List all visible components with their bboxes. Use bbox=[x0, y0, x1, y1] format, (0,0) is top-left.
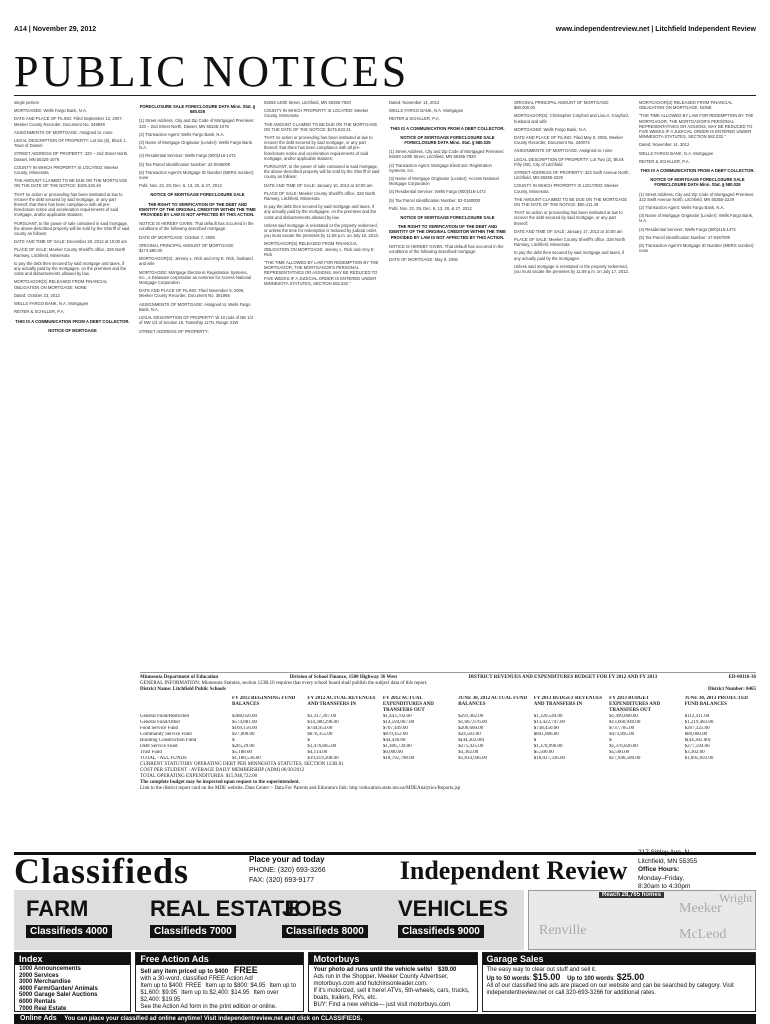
price-tier: Item over $2,400: $19.95 bbox=[140, 990, 279, 1003]
notice-column-2 bbox=[139, 100, 256, 672]
category-farm[interactable] bbox=[20, 894, 118, 946]
budget-cell: $473,895.00 bbox=[609, 732, 635, 737]
budget-fund-name: TOTAL - ALL FUNDS bbox=[140, 756, 187, 761]
page-info: A14 | November 29, 2012 bbox=[14, 26, 97, 33]
index-item[interactable]: 7000 Real Estate bbox=[19, 1005, 67, 1012]
notice-paragraph: THAT no action or proceeding has been instituted at law to recover the debt secured by said mortgage, or any part thereof; that there has been compliance with all pre-foreclosure notice and acceleration requirements of said mortgage, and/or applicable statutes; bbox=[264, 135, 373, 161]
budget-cell: $18,792,798.00 bbox=[382, 756, 415, 761]
garage-option-2-price: $25.00 bbox=[616, 972, 645, 982]
index-item[interactable]: 1000 Announcements bbox=[19, 966, 81, 972]
notice-paragraph: "THE TIME ALLOWED BY LAW FOR REDEMPTION BY THE MORTGAGOR, THE MORTGAGOR'S PERSONAL REPRESENTATIVES OR ASSIGNS, MAY BE REDUCED TO FIVE WEEKS IF A JUDICIAL ORDER IS ENTERED UNDER MINNESOTA STATUTES, SECTION 582.032." bbox=[639, 113, 754, 140]
notice-paragraph: REITER & SCHILLER, P.A. bbox=[639, 158, 690, 164]
budget-cell: $1,378,996.00 bbox=[533, 744, 563, 749]
map-town-wright: Wright bbox=[719, 891, 753, 905]
motorbuys-headline: Your photo ad runs until the vehicle sells! bbox=[313, 967, 433, 973]
notice-paragraph: Publ. Nov. 22, 29, Dec. 6, 13, 20, & 27, 2012 bbox=[389, 205, 472, 211]
notice-paragraph: (4) Residential Servicer: Wells Fargo (800)416-1472 bbox=[139, 153, 236, 159]
notice-column-3 bbox=[264, 100, 381, 672]
notice-paragraph: PLACE OF SALE: Meeker County Sheriff's office, 326 North Ramsey, Litchfield, Minnesota bbox=[14, 247, 126, 258]
notice-paragraph: FORECLOSURE SALE FORECLOSURE DATA Minn. Stat. § 580.025 bbox=[139, 104, 256, 115]
budget-cell: $205,29.00 bbox=[232, 744, 255, 749]
budget-cell: $841,086.00 bbox=[533, 732, 559, 737]
notice-paragraph: DATE AND TIME OF SALE: January 17, 2013 at 10:00 am bbox=[514, 228, 623, 234]
category-vehicles-number: Classifieds 9000 bbox=[398, 925, 484, 938]
budget-cell: $1,895,693.00 bbox=[684, 756, 714, 761]
budget-table bbox=[140, 696, 756, 762]
notice-paragraph: DATE AND PLACE OF FILING: Filed November 5, 2009, Meeker County Recorder, Document No. 361965 bbox=[139, 288, 245, 299]
budget-column-header: FY 2012 ACTUAL REVENUES AND TRANSFERS IN bbox=[307, 696, 376, 707]
budget-cell: $169,156.00 bbox=[232, 726, 257, 731]
notice-paragraph: (5) Tax Parcel Identification Number: 22-0046000 bbox=[139, 161, 231, 167]
budget-cell: $14,380,298.00 bbox=[307, 720, 339, 725]
classifieds-wordmark: Classifieds bbox=[14, 850, 190, 891]
budget-cell: $13,422,747.00 bbox=[533, 720, 565, 725]
budget-fund-name: Community Service Fund bbox=[140, 732, 192, 737]
office-hours-label: Office Hours: bbox=[638, 866, 680, 874]
notice-paragraph: LEGAL DESCRIPTION OF PROPERTY: Lot Two (2), Block Fifty (50), City of Litchfield bbox=[514, 156, 624, 167]
notice-paragraph: (6) Transaction Agent's Mortgage ID Number (MERS number): none bbox=[639, 243, 755, 254]
statutory-debt: CURRENT STATUTORY OPERATING DEBT PER MINNESOTA STATUTES, SECTION 123B.81 bbox=[140, 762, 344, 767]
office-hours-days: Monday–Friday, bbox=[638, 874, 685, 882]
notice-paragraph: (3) Name of Mortgage Originator (Lender): Access National Mortgage Corporation bbox=[389, 176, 499, 187]
index-item[interactable]: 5000 Garage Sale/ Auctions bbox=[19, 992, 98, 999]
budget-column-header: FY 2012 BEGINNING FUND BALANCES bbox=[232, 696, 296, 707]
budget-cell: $744,953.00 bbox=[307, 726, 333, 731]
budget-cell: $17,946,589.00 bbox=[609, 756, 641, 761]
budget-cell: $4,114.00 bbox=[307, 750, 328, 755]
address-line-1: 217 Sibley Ave. N. bbox=[638, 849, 691, 857]
budget-cell: $1,376,826.00 bbox=[609, 744, 638, 749]
coverage-map bbox=[528, 890, 756, 950]
online-ads-bar[interactable] bbox=[14, 1014, 756, 1024]
notice-paragraph: (5) Tax Parcel Identification Number: 02-0160000 bbox=[389, 197, 481, 203]
notice-paragraph: DATE AND PLACE OF FILING: Filed September 12, 2007, Meeker County Recorder, Document No. 349929 bbox=[14, 116, 123, 127]
notice-paragraph: NOTICE OF MORTGAGE FORECLOSURE SALE bbox=[400, 215, 495, 221]
notice-column-4 bbox=[389, 100, 506, 672]
garage-sales-title: Garage Sales bbox=[483, 953, 755, 965]
notice-paragraph: PURSUANT, to the power of sale contained in said mortgage, the above-described property will be sold by the Sheriff of said county as follows: bbox=[264, 164, 380, 180]
map-town-mcleod: McLeod bbox=[679, 927, 727, 942]
budget-column-header: FY 2013 BUDGET REVENUES AND TRANSFERS IN bbox=[533, 696, 603, 707]
notice-paragraph: to pay the debt then secured by said mortgage and taxes, if any actually paid by the mortgagee, on the premises and the costs and disbursements allowed by law. bbox=[264, 204, 377, 220]
paper-logo: Independent Review bbox=[399, 855, 628, 885]
index-item[interactable]: 6000 Rentals bbox=[19, 998, 56, 1005]
notice-paragraph: DATE AND TIME OF SALE: January 10, 2013 at 10:00 am bbox=[264, 182, 373, 188]
budget-fund-name: Building Construction Fund bbox=[140, 738, 197, 743]
notice-paragraph: REITER & SCHILLER, P.A. bbox=[14, 309, 65, 315]
budget-cell: $3,302.00 bbox=[684, 750, 705, 755]
budget-cell: $277,594.00 bbox=[684, 744, 710, 749]
notice-paragraph: Unless said mortgage is reinstated or the property redeemed, you must vacate the premises by 11:59 p.m. on July 17, 2013. bbox=[514, 263, 629, 275]
budget-cell: $6,000.00 bbox=[382, 750, 403, 755]
budget-agency: Minnesota Department of Education bbox=[140, 675, 219, 680]
budget-cell: $13,660,940.00 bbox=[609, 720, 641, 725]
place-ad-label: Place your ad today bbox=[249, 855, 325, 864]
budget-fund-name: Food Service Fund bbox=[140, 726, 179, 731]
classified-footer-note: All of our classified line ads are placed on our website and can be searched by category. Visit independentreview.net or call 320-693-3266 for additional rates. bbox=[486, 983, 734, 996]
motorbuys-buy[interactable]: BUY: Find a new vehicle— just visit motorbuys.com bbox=[313, 1002, 451, 1008]
budget-cell: $737,785.00 bbox=[609, 726, 635, 731]
budget-cell: $206,660.00 bbox=[458, 726, 484, 731]
notice-paragraph: THAT no action or proceeding has been instituted at law to recover the debt secured by said mortgage, or any part thereof; that there has been compliance with all pre-foreclosure notice and acceleration requirements of said mortgage, and/or applicable statutes; bbox=[14, 191, 123, 218]
notice-paragraph: MORTGAGOR(S): Jeremy L. Rick and Amy E. Rick, husband and wife bbox=[139, 256, 253, 267]
notice-paragraph: DATE OF MORTGAGE: May 8, 2006 bbox=[389, 257, 458, 263]
index-item[interactable]: 2000 Services bbox=[19, 972, 59, 979]
notice-paragraph: (4) Residential Servicer: Wells Fargo (800)416-1472 bbox=[639, 226, 736, 232]
budget-cell: $738,450.00 bbox=[533, 726, 559, 731]
free-ads-title: Free Action Ads bbox=[136, 953, 303, 965]
budget-cell: $1,499,800.00 bbox=[609, 714, 638, 719]
notice-paragraph: DATE AND PLACE OF FILING: Filed May 9, 2006, Meeker County Recorder, Document No. 340073 bbox=[514, 135, 624, 146]
notice-paragraph: NOTICE OF MORTGAGE FORECLOSURE SALE FORECLOSURE DATA Minn. Stat. § 580.025 bbox=[400, 134, 495, 146]
notice-paragraph: THIS IS A COMMUNICATION FROM A DEBT COLLECTOR. bbox=[15, 318, 130, 324]
notice-paragraph: DATE AND TIME OF SALE: December 20, 2012 at 10:00 am bbox=[14, 239, 127, 245]
fax-number: FAX: (320) 693-9177 bbox=[249, 877, 314, 884]
budget-form: ED-00110-36 bbox=[728, 675, 756, 680]
cost-per-student: COST PER STUDENT - AVERAGE DAILY MEMBERSHIP (ADM) 06/30/2012 bbox=[140, 768, 305, 773]
notice-column-1 bbox=[14, 100, 131, 672]
budget-cell: $5,500.00 bbox=[533, 750, 554, 755]
notice-paragraph: (4) Residential Servicer: Wells Fargo (800)416-1472 bbox=[389, 189, 486, 195]
notice-paragraph: LEGAL DESCRIPTION OF PROPERTY: W 10 rods of NE 1/4 of NW 1/4 of Section 18, Township 117N, Range 31W bbox=[139, 315, 254, 326]
total-operating: TOTAL OPERATING EXPENDITURES: $15,948,722.00 bbox=[140, 774, 258, 779]
notice-paragraph: Dated: November 14, 2012 bbox=[639, 142, 690, 148]
notice-paragraph: ASSIGNMENTS OF MORTGAGE: Assigned to: none bbox=[14, 129, 113, 135]
budget-cell: $1,320,549.00 bbox=[533, 714, 563, 719]
notice-paragraph: Publ. Nov. 22, 29, Dec. 6, 13, 20, & 27, 2012 bbox=[139, 183, 222, 189]
budget-cell: $ bbox=[609, 738, 612, 743]
notice-paragraph: to pay the debt then secured by said mortgage and taxes, if any actually paid by the mortgagee. bbox=[514, 250, 625, 261]
budget-cell: $707,449.00 bbox=[382, 726, 408, 731]
budget-column-header bbox=[140, 696, 228, 714]
notice-paragraph: COUNTY IN WHICH PROPERTY IS LOCATED: Meeker County, Minnesota bbox=[14, 164, 119, 176]
budget-cell: $(44,302.00) bbox=[684, 738, 711, 743]
budget-cell: $275,425.00 bbox=[458, 744, 484, 749]
classifieds-contact bbox=[239, 855, 389, 886]
notice-paragraph: (2) Transaction Agent: Mortgage Electronic Registration Systems, Inc. bbox=[389, 162, 492, 173]
notice-paragraph: ASSIGNMENTS OF MORTGAGE: Assigned to: Wells Fargo Bank, N.A. bbox=[139, 301, 251, 312]
notice-paragraph: THE RIGHT TO VERIFICATION OF THE DEBT AND IDENTITY OF THE ORIGINAL CREDITOR WITHIN THE TIME PROVIDED BY LAW IS NOT AFFECTED BY THIS ACTION. bbox=[389, 224, 506, 240]
budget-fund-name: Trust Fund bbox=[140, 750, 162, 755]
index-item[interactable]: 4000 Farm/Garden/ Animals bbox=[19, 985, 98, 992]
category-farm-label: FARM bbox=[26, 896, 89, 921]
budget-cell: $1,188,536.00 bbox=[232, 756, 261, 761]
notice-paragraph: COUNTY IN WHICH PROPERTY IS LOCATED: Meeker County, Minnesota bbox=[264, 108, 369, 119]
price-tier: Item up to $400: FREE bbox=[140, 983, 202, 989]
address-line-2: Litchfield, MN 55355 bbox=[638, 857, 698, 865]
budget-cell: $14,594,067.00 bbox=[382, 720, 415, 725]
budget-cell: $112,411.00 bbox=[684, 714, 710, 719]
notice-paragraph: THAT no action or proceeding has been instituted at law to recover the debt secured by said mortgage, or any part thereof; bbox=[514, 210, 623, 226]
notice-paragraph: THE AMOUNT CLAIMED TO BE DUE ON THE MORTGAGE ON THE DATE OF THE NOTICE: $60,411.49 bbox=[514, 196, 628, 208]
reach-label: Reach 28,765 homes bbox=[599, 892, 664, 898]
budget-cell: $1,219,483.00 bbox=[684, 720, 714, 725]
motorbuys-box bbox=[308, 952, 477, 1012]
garage-option-1-price: $15.00 bbox=[532, 972, 561, 982]
notice-paragraph: MORTGAGOR(S) RELEASED FROM FINANCIAL OBLIGATION ON MORTGAGE: NONE bbox=[14, 279, 108, 290]
notice-paragraph: (3) Name of Mortgage Originator (Lender): Wells Fargo Bank, N.A. bbox=[139, 140, 253, 151]
price-tier: Item up to $2,400: $14.95 bbox=[181, 990, 250, 996]
price-tier: Item up to $1,600: $9.95 bbox=[140, 983, 297, 996]
garage-option-1-label: Up to 50 words bbox=[486, 976, 530, 982]
phone-number[interactable]: PHONE: (320) 693-3266 bbox=[249, 867, 326, 874]
free-ads-note: See the Action Ad form in the print edition or online. bbox=[140, 1004, 277, 1010]
notice-paragraph: ORIGINAL PRINCIPAL AMOUNT OF MORTGAGE: $60,000.00 bbox=[514, 100, 610, 111]
budget-cell: $24,503.00 bbox=[458, 732, 481, 737]
budget-fund-name: Debt Service Fund bbox=[140, 744, 178, 749]
notice-paragraph: MORTGAGEE: Mortgage Electronic Registration Systems, Inc., a Delaware corporation as nominee for Access National Mortgage Corporation bbox=[139, 269, 252, 286]
notice-paragraph: Dated: November 14, 2012 bbox=[389, 100, 440, 105]
budget-district bbox=[140, 687, 756, 693]
budget-column-header: FY 2012 ACTUAL EXPENDITURES AND TRANSFERS OUT bbox=[382, 696, 434, 713]
online-ads-text: You can place your classified ad online anytime! Visit independentreview.net and click on CLASSIFIEDS. bbox=[64, 1016, 363, 1022]
category-jobs[interactable] bbox=[276, 894, 374, 946]
free-ads-prices bbox=[140, 983, 296, 1003]
category-jobs-label: JOBS bbox=[282, 896, 342, 921]
index-title: Index bbox=[15, 953, 130, 965]
notice-paragraph: (1) Street Address, City and Zip Code of Mortgaged Premises: 59259 140th Street, Litchfield, MN 55355-7920 bbox=[389, 149, 505, 160]
notice-paragraph: ASSIGNMENTS OF MORTGAGE: Assigned to: none bbox=[514, 148, 613, 154]
budget-cell: $1,443,702.00 bbox=[382, 714, 412, 719]
price-tier: Item up to $800: $4.95 bbox=[205, 983, 266, 989]
notice-paragraph: WELLS FARGO BANK, N.A. Mortgagee bbox=[389, 108, 464, 114]
notice-paragraph: THE AMOUNT CLAIMED TO BE DUE ON THE MORTGAGE ON THE DATE OF THE NOTICE: $106,240.46 bbox=[14, 178, 128, 189]
notice-paragraph: MORTGAGOR(S) RELEASED FROM FINANCIAL OBLIGATION ON MORTGAGE: NONE bbox=[639, 100, 733, 111]
category-farm-number: Classifieds 4000 bbox=[26, 925, 112, 938]
notice-paragraph: Dated: October 23, 2012 bbox=[14, 292, 60, 298]
budget-column-header: JUNE 30, 2012 ACTUAL FUND BALANCES bbox=[458, 696, 528, 707]
budget-cell: $89,060.00 bbox=[684, 732, 708, 737]
notice-paragraph: LEGAL DESCRIPTION OF PROPERTY: Lot Six (6), Block 1, Town of Dassel bbox=[14, 138, 127, 149]
map-town-renville: Renville bbox=[539, 923, 587, 938]
notice-paragraph: NOTICE OF MORTGAGE FORECLOSURE SALE bbox=[150, 192, 245, 198]
notice-paragraph: THIS IS A COMMUNICATION FROM A DEBT COLLECTOR. bbox=[640, 168, 755, 174]
notice-paragraph: WELLS FARGO BANK, N.A. Mortgagee bbox=[14, 301, 89, 307]
notice-paragraph: (2) Transaction Agent: Wells Fargo Bank, N.A. bbox=[639, 205, 725, 211]
budget-cell: $3,302.00 bbox=[458, 750, 479, 755]
budget-division: Division of School Finance, 1500 Highway 36 West bbox=[289, 675, 398, 680]
budget-note: The complete budget may be inspected upon request to the superintendent. bbox=[140, 780, 300, 785]
notice-paragraph: THE AMOUNT CLAIMED TO BE DUE ON THE MORTGAGE ON THE DATE OF THE NOTICE: $175,623.31 bbox=[264, 121, 378, 132]
budget-fund-name: General Fund/Other bbox=[140, 720, 181, 725]
index-list bbox=[15, 965, 130, 1012]
budget-fund-name: General Fund/Restricted bbox=[140, 714, 190, 719]
notice-paragraph: PURSUANT, to the power of sale contained in said mortgage, the above-described property will be sold by the Sheriff of said county as follows: bbox=[14, 220, 130, 237]
notice-paragraph: (6) Transaction Agent's Mortgage ID Number (MERS number): none bbox=[139, 169, 255, 181]
notice-paragraph: MORTGAGOR(S): Christopher Crayford and Lisa A. Crayford, husband and wife bbox=[514, 113, 629, 124]
district-name: District Name: Litchfield Public Schools bbox=[140, 687, 226, 692]
budget-cell: $1,814,946.00 bbox=[458, 756, 488, 761]
category-vehicles-label: VEHICLES bbox=[398, 896, 509, 921]
garage-sales-text: The easy way to clear out stuff and sell it. bbox=[486, 967, 597, 973]
notice-paragraph: Unless said mortgage is reinstated or the property redeemed, or unless the time for redemption is reduced by judicial order, you must vacate the premises by 11:59 p.m. on July 10, 2013. bbox=[264, 222, 379, 239]
classifieds-header bbox=[14, 849, 756, 891]
notice-paragraph: (5) Tax Parcel Identification Number: 27-0467000 bbox=[639, 234, 731, 240]
garage-sales-body: The easy way to clear out stuff and sell it. Up to 50 words: $15.00 Up to 100 words: $25.00 All of our classified line ads are placed on our website and can be searched by category. Visit independentreview.net or call 320-693-3266 for additional rates. bbox=[486, 967, 734, 996]
motorbuys-price: $39.00 bbox=[438, 967, 457, 973]
budget-notice bbox=[140, 672, 756, 846]
section-title: PUBLIC NOTICES bbox=[14, 47, 410, 96]
budget-info: GENERAL INFORMATION: Minnesota Statutes, section 123B.10 requires that every school board shall publish the subject data of this report. bbox=[140, 681, 428, 686]
budget-cell: $1,317,207.00 bbox=[307, 714, 337, 719]
budget-column-header: FY 2013 BUDGET EXPENDITURES AND TRANSFERS OUT bbox=[609, 696, 661, 713]
motorbuys-title: Motorbuys bbox=[309, 953, 476, 965]
notice-paragraph: NOTICE OF MORTGAGE bbox=[48, 327, 97, 333]
notice-paragraph: DATE OF MORTGAGE: October 7, 2009 bbox=[139, 234, 215, 240]
budget-cell: $879,452.00 bbox=[382, 732, 408, 737]
budget-cell: $18,027,336.00 bbox=[533, 756, 565, 761]
budget-cell: $(44,302.00) bbox=[458, 738, 485, 743]
motorbuys-text: Ads run in the Shopper, Meeker County Advertiser, motorbuys.com and hutchinsonleader.com. bbox=[313, 974, 449, 987]
budget-cell: $288,656.00 bbox=[232, 714, 257, 719]
notice-paragraph: ORIGINAL PRINCIPAL AMOUNT OF MORTGAGE: $174,580.00 bbox=[139, 242, 235, 254]
section-masthead bbox=[14, 47, 756, 96]
garage-sales-box bbox=[482, 952, 756, 1012]
budget-cell: $1,406,739.00 bbox=[382, 744, 412, 749]
budget-cell: $1,067,676.00 bbox=[458, 720, 488, 725]
budget-column-header: JUNE 30, 2013 PROJECTED FUND BALANCES bbox=[684, 696, 748, 707]
notice-paragraph: NOTICE IS HEREBY GIVEN: That default has occurred in the conditions of the following described mortgage: bbox=[389, 243, 504, 255]
category-real-estate-number: Classifieds 7000 bbox=[150, 925, 236, 938]
notice-paragraph: PLACE OF SALE: Meeker County Sheriff's office, 326 North Ramsey, Litchfield, Minnesota bbox=[514, 237, 626, 248]
budget-cell: $ bbox=[232, 738, 235, 743]
notice-paragraph: 59259 140th Street, Litchfield, MN 55355-7920 bbox=[264, 100, 351, 105]
garage-option-2-label: Up to 100 words bbox=[567, 976, 614, 982]
index-box bbox=[14, 952, 131, 1012]
notice-paragraph: (2) Transaction Agent: Wells Fargo Bank, N.A. bbox=[139, 131, 225, 137]
notice-column-6 bbox=[639, 100, 756, 672]
free-label: FREE bbox=[233, 965, 258, 975]
budget-cell: $44,436.00 bbox=[382, 738, 406, 743]
notice-paragraph: MORTGAGEE: Wells Fargo Bank, N.A. bbox=[14, 108, 87, 114]
notice-paragraph: PLACE OF SALE: Meeker County Sheriff's office, 326 North Ramsey, Litchfield, Minnesota bbox=[264, 190, 376, 202]
notice-paragraph: NOTICE IS HEREBY GIVEN: That default has occurred in the conditions of the following described mortgage: bbox=[139, 221, 254, 232]
notice-paragraph: MORTGAGOR(S) RELEASED FROM FINANCIAL OBLIGATION ON MORTGAGE: Jeremy L. Rick and Amy E. Rick bbox=[264, 241, 375, 257]
budget-cell: $207,325.00 bbox=[684, 726, 710, 731]
free-ads-sub: with a 30-word, classified FREE Action Ad! bbox=[140, 976, 254, 982]
budget-cell: $876,355.00 bbox=[307, 732, 333, 737]
notice-paragraph: single person bbox=[14, 100, 39, 105]
map-town-meeker: Meeker bbox=[679, 901, 722, 916]
notice-paragraph: MORTGAGEE: Wells Fargo Bank, N.A. bbox=[514, 126, 587, 132]
page-header bbox=[14, 26, 756, 38]
category-banner bbox=[14, 890, 524, 950]
classified-boxes bbox=[14, 952, 756, 1012]
notice-paragraph: NOTICE OF MORTGAGE FORECLOSURE SALE FORECLOSURE DATA Minn. Stat. § 580.025 bbox=[650, 177, 745, 188]
budget-cell: $1,476,865.00 bbox=[307, 744, 337, 749]
notice-paragraph: STREET ADDRESS OF PROPERTY: 320 – 2nd Street North, Dassel, MN 55325-1076 bbox=[14, 151, 129, 162]
category-real-estate-label: REAL ESTATE bbox=[150, 896, 300, 921]
budget-cell: $27,000.00 bbox=[232, 732, 255, 737]
office-hours-time: 8:30am to 4:30pm bbox=[638, 883, 691, 891]
budget-cell: $574,881.00 bbox=[232, 720, 257, 725]
free-ads-body bbox=[136, 965, 303, 1012]
notice-paragraph: (1) Street Address, City and Zip Code of Mortgaged Premises: 320 – 2nd Street North, Dassel, MN 55325-1076 bbox=[139, 118, 255, 129]
budget-cell: $291,462.00 bbox=[458, 714, 484, 719]
notice-paragraph: STREET ADDRESS OF PROPERTY: 322 Swift Avenue North, Litchfield, MN 55355-2229 bbox=[514, 170, 630, 181]
budget-cell: $19,419,208.00 bbox=[307, 756, 339, 761]
report-card-link[interactable]: Link to the district report card on the MDE website. Data Center > Data For Parents and Educators link: http://education.state.mn.us/MDEAnalytics/Reports.jsp bbox=[140, 786, 461, 791]
notice-paragraph: "THE TIME ALLOWED BY LAW FOR REDEMPTION BY THE MORTGAGOR, THE MORTGAGOR'S PERSONAL REPRESENTATIVES OR ASSIGNS, MAY BE REDUCED TO FIVE WEEKS IF A JUDICIAL ORDER IS ENTERED UNDER MINNESOTA STATUTES, SECTION 582.032." bbox=[264, 260, 379, 286]
motorbuys-body bbox=[309, 965, 476, 1011]
notice-paragraph: (1) Street Address, City and Zip Code of Mortgaged Premises: 322 Swift Avenue North, Litchfield, MN 55355-2229 bbox=[639, 191, 755, 202]
notice-paragraph: COUNTY IN WHICH PROPERTY IS LOCATED: Meeker County, Minnesota bbox=[514, 183, 619, 194]
notice-paragraph: THIS IS A COMMUNICATION FROM A DEBT COLLECTOR. bbox=[390, 125, 505, 131]
free-action-ads-box bbox=[135, 952, 304, 1012]
online-ads-label: Online Ads bbox=[20, 1015, 57, 1022]
notice-column-5 bbox=[514, 100, 631, 672]
budget-title: DISTRICT REVENUES AND EXPENDITURES BUDGET FOR FY 2012 AND FY 2013 bbox=[468, 675, 658, 680]
category-jobs-number: Classifieds 8000 bbox=[282, 925, 368, 938]
index-item[interactable]: 3000 Merchandise bbox=[19, 979, 71, 986]
public-notices bbox=[14, 100, 756, 672]
notice-paragraph: STREET ADDRESS OF PROPERTY: bbox=[139, 328, 209, 334]
budget-cell: $5,188.00 bbox=[232, 750, 252, 755]
district-number: District Number: 0465 bbox=[707, 687, 756, 692]
free-ads-headline: Sell any item priced up to $400 bbox=[140, 969, 229, 975]
notice-paragraph: (3) Name of Mortgage Originator (Lender): Wells Fargo Bank, N.A. bbox=[639, 213, 753, 224]
site-info: www.independentreview.net | Litchfield Independent Review bbox=[555, 26, 756, 33]
notice-paragraph: WELLS FARGO BANK, N.A. Mortgagee bbox=[639, 150, 714, 156]
notice-paragraph: THE RIGHT TO VERIFICATION OF THE DEBT AND IDENTITY OF THE ORIGINAL CREDITOR WITHIN THE TIME PROVIDED BY LAW IS NOT AFFECTED BY THIS ACTION. bbox=[139, 201, 256, 218]
motorbuys-sold: If it's motorized, sell it here! ATVs, 5th-wheels, cars, trucks, boats, trailers, RVs, etc. bbox=[313, 988, 470, 1001]
budget-cell: $5,500.00 bbox=[609, 750, 630, 755]
budget-cell: $ bbox=[307, 738, 310, 743]
office-address bbox=[638, 849, 756, 892]
budget-cell: $ bbox=[533, 738, 537, 743]
category-vehicles[interactable] bbox=[392, 894, 514, 946]
notice-paragraph: to pay the debt then secured by said mortgage and taxes, if any actually paid by the mortgagee, on the premises and the costs and disbursements allowed by law. bbox=[14, 260, 127, 277]
notice-paragraph: REITER & SCHILLER, P.A. bbox=[389, 116, 440, 122]
